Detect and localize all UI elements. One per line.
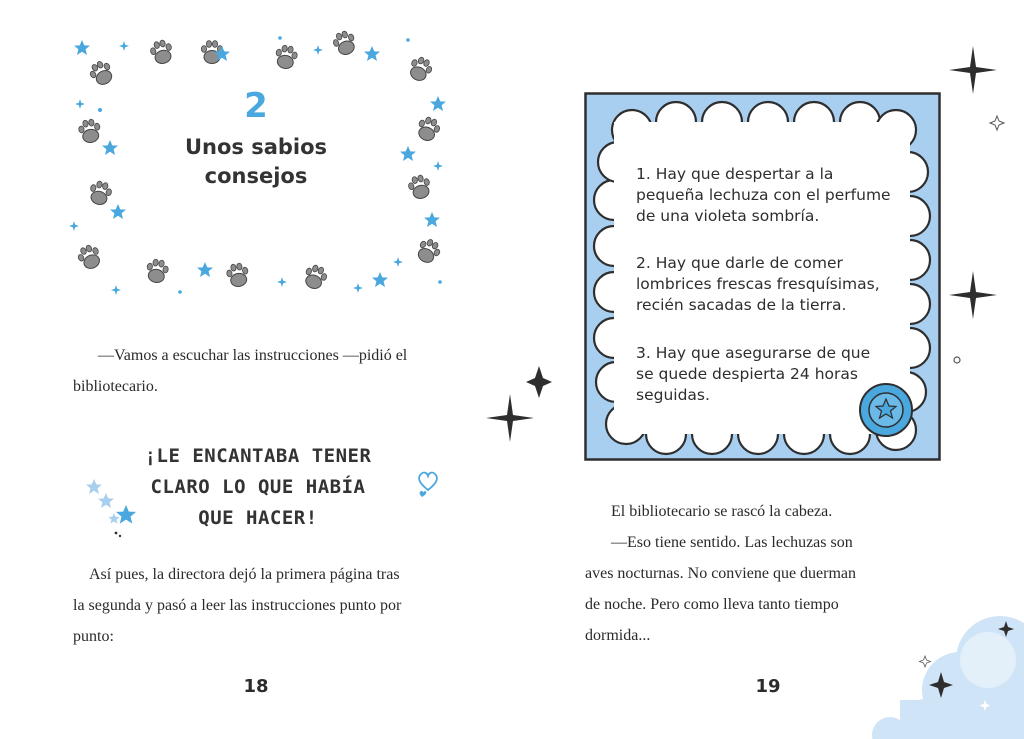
instruction-line: lombrices frescas fresquísimas,: [636, 275, 880, 293]
paragraph-bibliotecario: [585, 496, 905, 651]
sparkle-icon: [486, 394, 534, 442]
callout-line: QUE HACER!: [198, 507, 318, 529]
text-line: punto:: [73, 628, 114, 645]
instruction-line: de una violeta sombría.: [636, 207, 820, 225]
instruction-item-2: [636, 253, 916, 316]
text-line: Así pues, la directora dejó la primera página tras: [89, 566, 400, 583]
instruction-line: recién sacadas de la tierra.: [636, 296, 847, 314]
sparkle-icon: [990, 116, 1004, 130]
chapter-title-line: Unos sabios: [184, 135, 328, 159]
instruction-item-3: [636, 343, 916, 406]
instruction-line: 3. Hay que asegurarse de que: [636, 344, 871, 362]
text-line: bibliotecario.: [73, 378, 158, 395]
chapter-title-line: consejos: [204, 164, 308, 188]
page-number-left: 18: [243, 676, 269, 697]
page-number-right: 19: [755, 676, 781, 697]
text-line: —Eso tiene sentido. Las lechuzas son: [611, 534, 853, 551]
sparkle-icon: [920, 656, 931, 667]
sparkle-icon: [949, 46, 997, 94]
sparkle-icon: [526, 366, 552, 398]
instruction-line: 1. Hay que despertar a la: [636, 165, 834, 183]
instruction-line: pequeña lechuza con el perfume: [636, 186, 891, 204]
text-line: la segunda y pasó a leer las instrucciones punto por: [73, 597, 402, 614]
text-line: dormida...: [585, 627, 651, 644]
text-line: aves nocturnas. No conviene que duerman: [585, 565, 857, 582]
instruction-line: se quede despierta 24 horas: [636, 365, 858, 383]
text-line: —Vamos a escuchar las instrucciones —pidió el: [98, 347, 408, 364]
chapter-number: 2: [244, 86, 268, 126]
instruction-item-1: [636, 164, 916, 227]
callout-line: ¡LE ENCANTABA TENER: [144, 445, 372, 467]
instruction-line: seguidas.: [636, 386, 710, 404]
callout-line: CLARO LO QUE HABÍA: [150, 476, 366, 498]
instruction-line: 2. Hay que darle de comer: [636, 254, 843, 272]
text-line: El bibliotecario se rascó la cabeza.: [611, 503, 833, 520]
text-line: de noche. Pero como lleva tanto tiempo: [585, 596, 839, 613]
sparkle-icon: [949, 271, 997, 319]
